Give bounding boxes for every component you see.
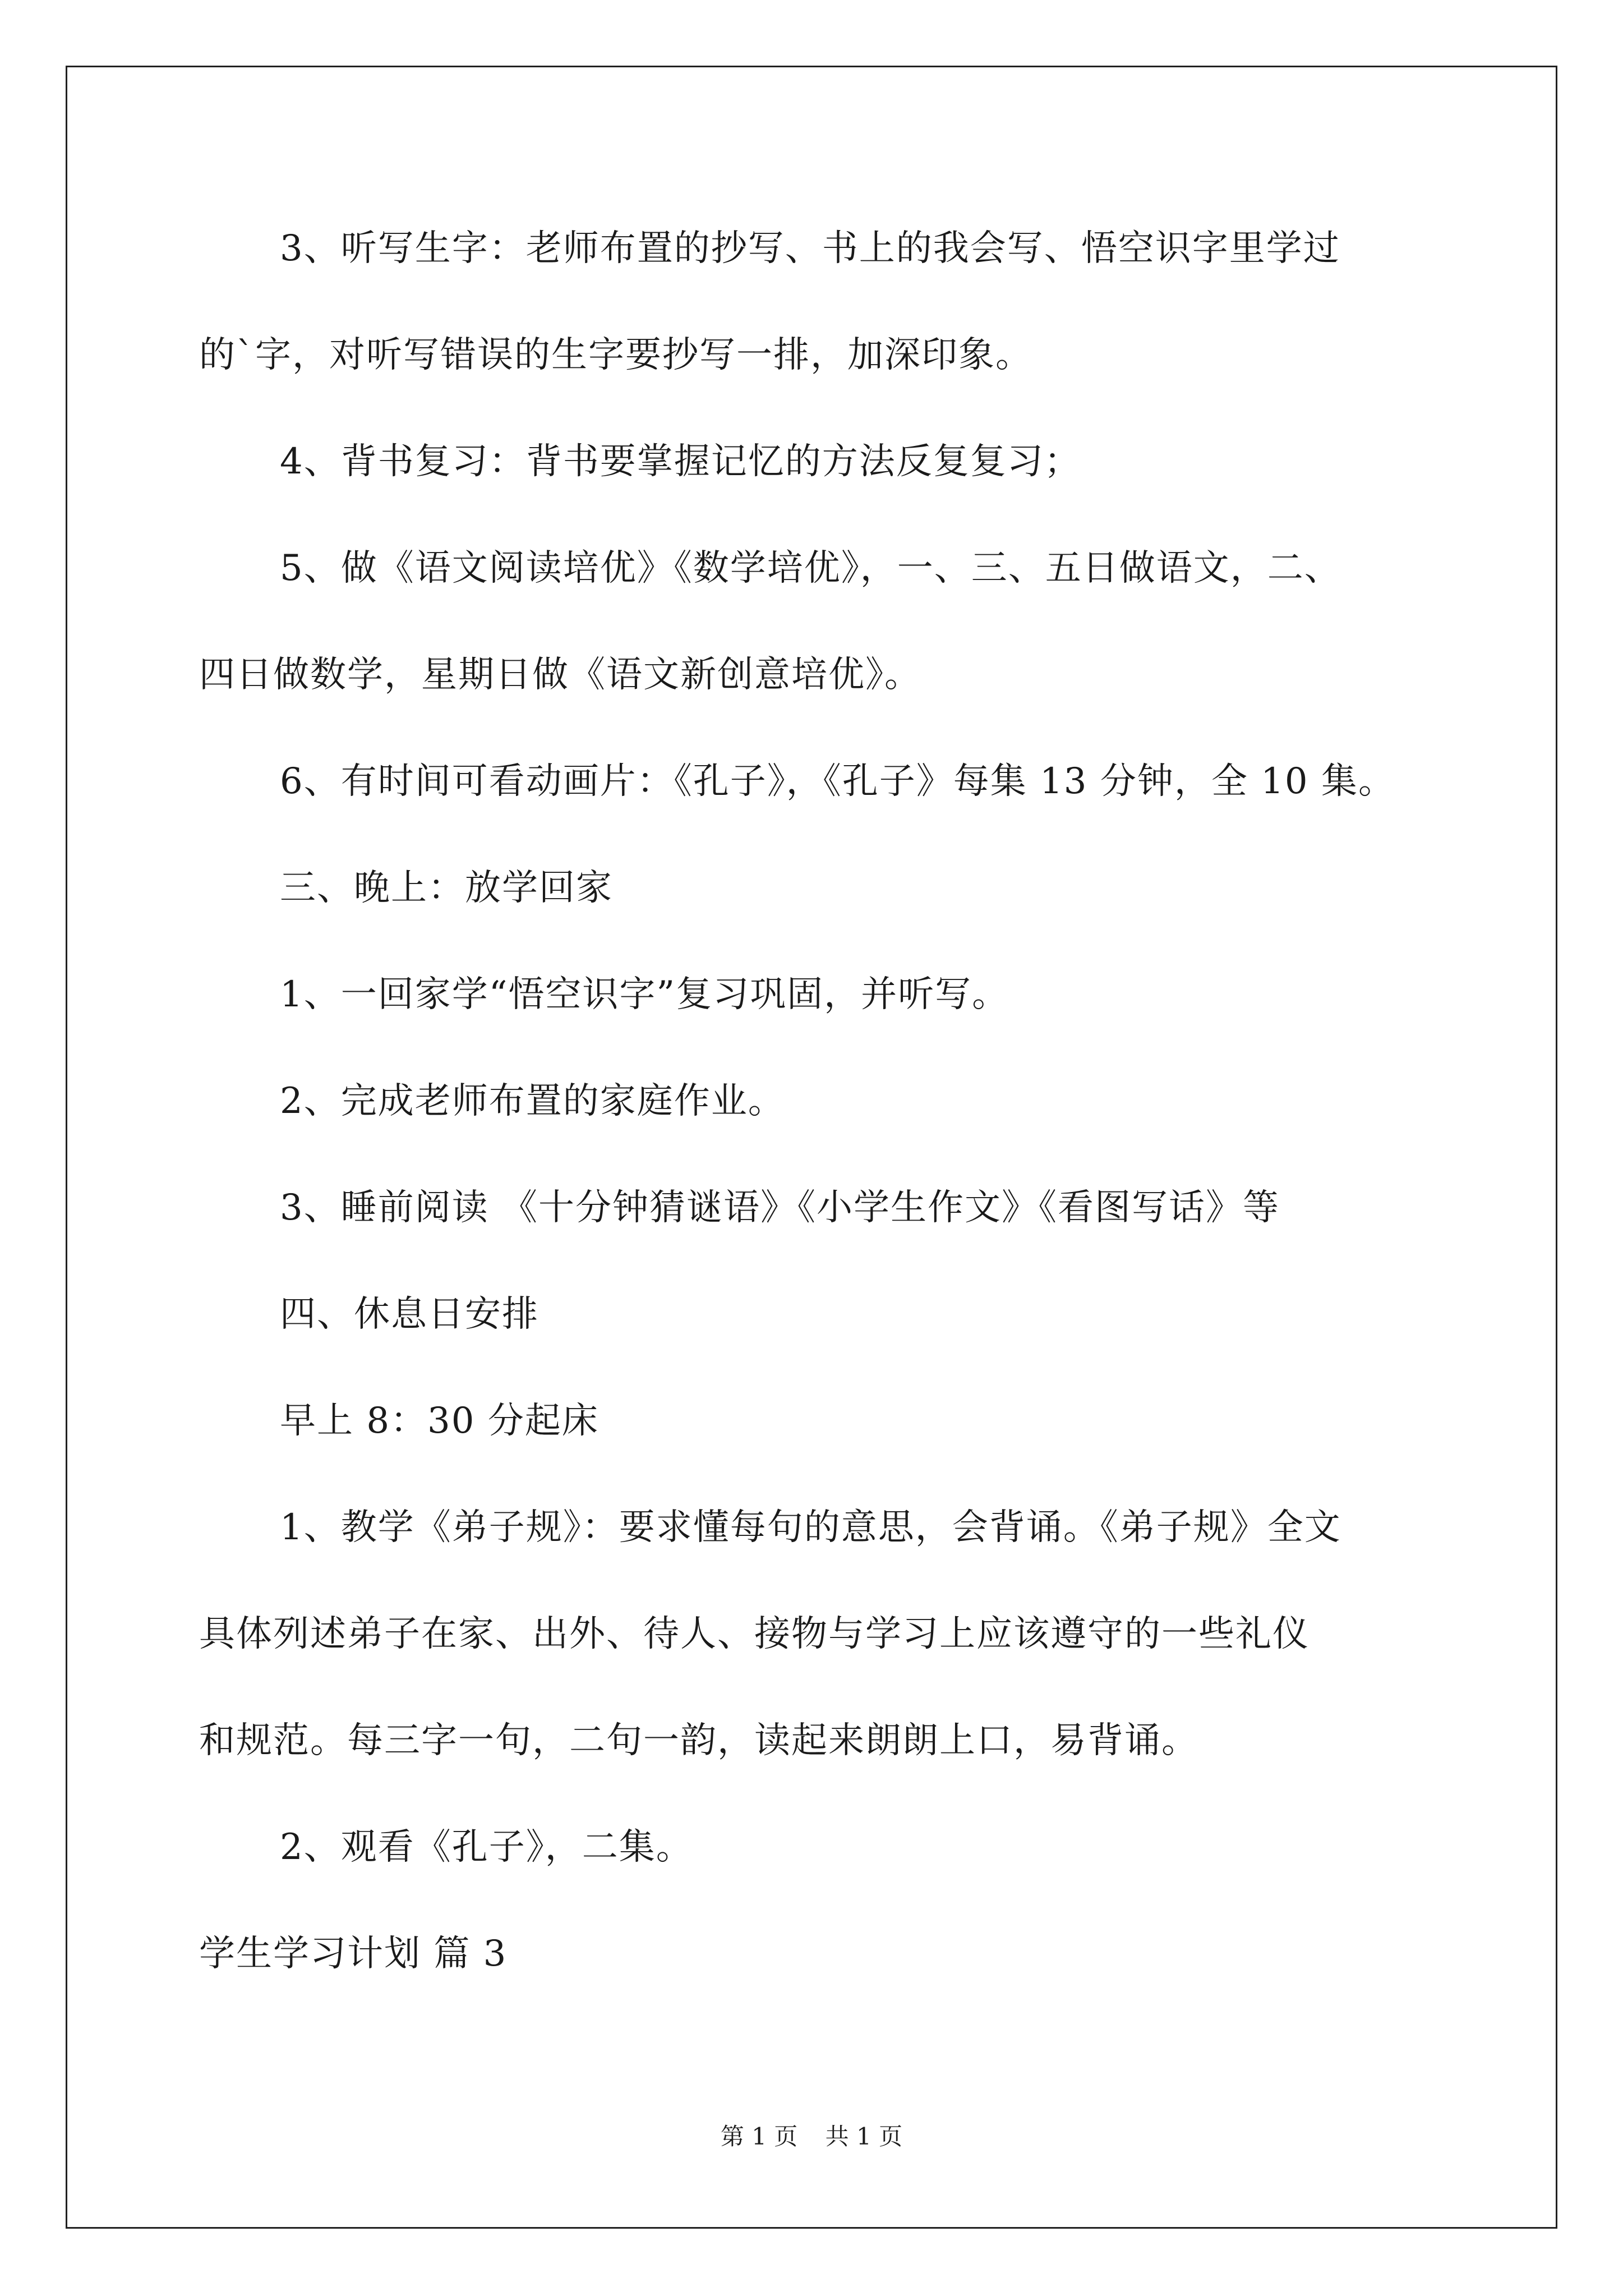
paragraph-line: 2、观看《孔子》，二集。	[280, 1826, 693, 1868]
document-body	[199, 222, 1500, 2033]
page-footer	[0, 2118, 1623, 2152]
page-number: 第 1 页	[720, 2123, 798, 2150]
paragraph-line: 3、听写生字：老师布置的抄写、书上的我会写、悟空识字里学过	[280, 228, 1340, 269]
paragraph-line: 3、睡前阅读 《十分钟猜谜语》《小学生作文》《看图写话》等	[280, 1187, 1280, 1228]
paragraph-line: 2、完成老师布置的家庭作业。	[280, 1080, 785, 1122]
paragraph-line: 和规范。每三字一句，二句一韵，读起来朗朗上口，易背诵。	[199, 1720, 1198, 1761]
paragraph-line: 1、一回家学“悟空识字”复习巩固，并听写。	[280, 974, 1009, 1015]
paragraph-line: 1、教学《弟子规》：要求懂每句的意思，会背诵。《弟子规》全文	[280, 1507, 1341, 1548]
paragraph-line: 四日做数学，星期日做《语文新创意培优》。	[199, 654, 921, 696]
section-heading: 四、休息日安排	[280, 1294, 539, 1335]
section-heading: 三、晚上：放学回家	[280, 867, 613, 909]
paragraph-line: 5、做《语文阅读培优》《数学培优》，一、三、五日做语文，二、	[280, 547, 1341, 589]
paragraph-line: 4、背书复习：背书要掌握记忆的方法反复复习；	[280, 441, 1081, 482]
paragraph-line: 具体列述弟子在家、出外、待人、接物与学习上应该遵守的一些礼仪	[199, 1613, 1310, 1655]
page-count: 共 1 页	[825, 2123, 903, 2150]
paragraph-line: 6、有时间可看动画片：《孔子》，《孔子》每集 13 分钟，全 10 集。	[280, 761, 1395, 802]
paragraph-line: 早上 8：30 分起床	[280, 1400, 599, 1442]
paragraph-line: 的`字，对听写错误的生字要抄写一排，加深印象。	[199, 334, 1032, 376]
article-heading: 学生学习计划 篇 3	[199, 1933, 508, 1975]
